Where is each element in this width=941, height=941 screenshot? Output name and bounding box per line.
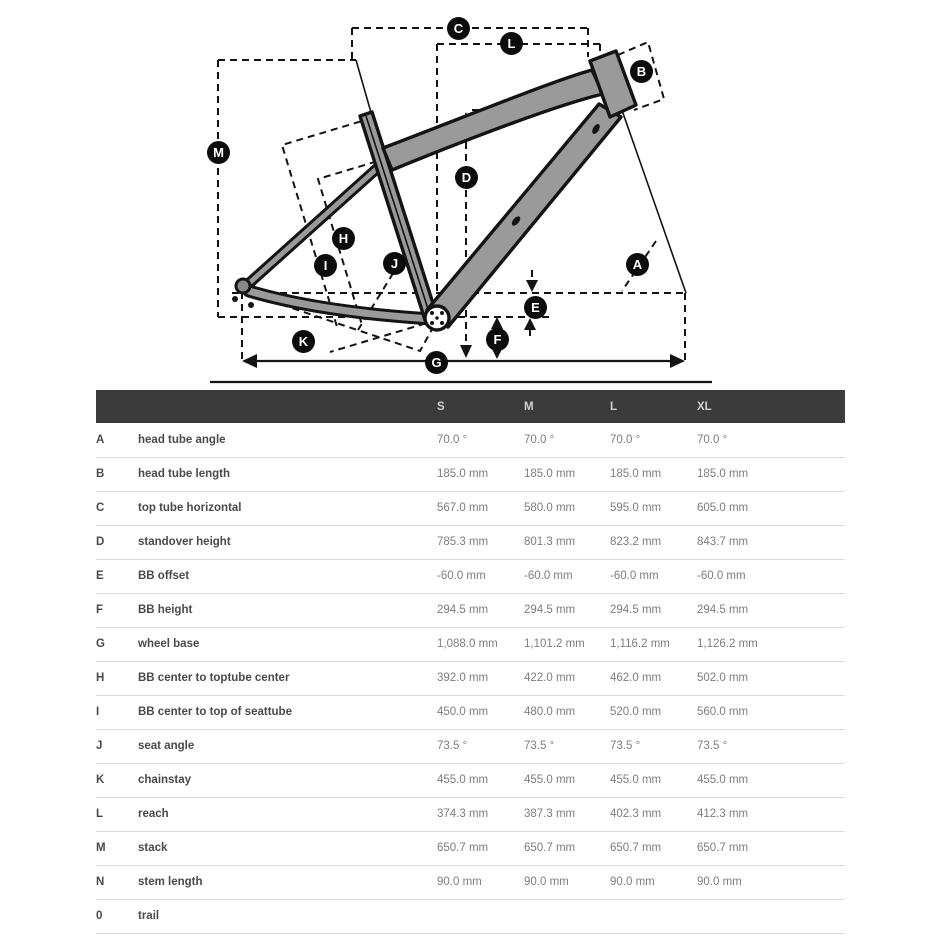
measure-line-bb-perp-tick xyxy=(330,320,437,352)
row-value: 502.0 mm xyxy=(697,661,845,695)
header-name-col xyxy=(138,390,437,423)
row-letter: H xyxy=(96,661,138,695)
row-value: 823.2 mm xyxy=(610,525,697,559)
row-value: 294.5 mm xyxy=(610,593,697,627)
diagram-label-L: L xyxy=(500,32,523,55)
table-row xyxy=(96,729,845,763)
row-letter: G xyxy=(96,627,138,661)
row-value: 374.3 mm xyxy=(437,797,524,831)
geometry-table xyxy=(96,390,845,934)
table-row xyxy=(96,457,845,491)
row-letter: A xyxy=(96,423,138,457)
header-letter-col xyxy=(96,390,138,423)
row-value: 392.0 mm xyxy=(437,661,524,695)
row-value: 70.0 ° xyxy=(697,423,845,457)
row-value: 567.0 mm xyxy=(437,491,524,525)
diagram-label-M: M xyxy=(207,141,230,164)
row-name: seat angle xyxy=(138,729,437,763)
row-value: 185.0 mm xyxy=(437,457,524,491)
diagram-label-A: A xyxy=(626,253,649,276)
measure-line-top-tube-horizontal-C xyxy=(352,28,588,60)
row-value: 595.0 mm xyxy=(610,491,697,525)
row-value: 70.0 ° xyxy=(524,423,610,457)
row-letter: D xyxy=(96,525,138,559)
row-value: 455.0 mm xyxy=(697,763,845,797)
row-value: 455.0 mm xyxy=(610,763,697,797)
row-value xyxy=(697,899,845,933)
row-letter: K xyxy=(96,763,138,797)
row-value: 1,088.0 mm xyxy=(437,627,524,661)
row-value: 294.5 mm xyxy=(697,593,845,627)
table-row xyxy=(96,525,845,559)
table-row xyxy=(96,559,845,593)
row-value: 843.7 mm xyxy=(697,525,845,559)
row-value: 294.5 mm xyxy=(437,593,524,627)
row-name: top tube horizontal xyxy=(138,491,437,525)
row-name: BB center to top of seattube xyxy=(138,695,437,729)
row-value: 785.3 mm xyxy=(437,525,524,559)
row-value: 455.0 mm xyxy=(437,763,524,797)
diagram-label-K: K xyxy=(292,330,315,353)
row-value: 73.5 ° xyxy=(524,729,610,763)
row-value: 90.0 mm xyxy=(697,865,845,899)
table-row xyxy=(96,865,845,899)
row-letter: B xyxy=(96,457,138,491)
row-letter: F xyxy=(96,593,138,627)
row-value: -60.0 mm xyxy=(524,559,610,593)
table-row xyxy=(96,695,845,729)
row-value: 650.7 mm xyxy=(697,831,845,865)
row-name: head tube angle xyxy=(138,423,437,457)
row-letter: N xyxy=(96,865,138,899)
row-value: 402.3 mm xyxy=(610,797,697,831)
row-value: 70.0 ° xyxy=(437,423,524,457)
header-size-m: M xyxy=(524,390,610,423)
table-row xyxy=(96,899,845,933)
row-value: 73.5 ° xyxy=(610,729,697,763)
row-name: trail xyxy=(138,899,437,933)
row-value: 520.0 mm xyxy=(610,695,697,729)
row-value: 480.0 mm xyxy=(524,695,610,729)
row-value: 422.0 mm xyxy=(524,661,610,695)
frame-drawing xyxy=(0,0,941,390)
row-value: -60.0 mm xyxy=(697,559,845,593)
row-letter: J xyxy=(96,729,138,763)
row-name: head tube length xyxy=(138,457,437,491)
row-name: stack xyxy=(138,831,437,865)
diagram-label-B: B xyxy=(630,60,653,83)
row-name: BB offset xyxy=(138,559,437,593)
row-value: 73.5 ° xyxy=(437,729,524,763)
table-row xyxy=(96,661,845,695)
row-value: 294.5 mm xyxy=(524,593,610,627)
row-value: 801.3 mm xyxy=(524,525,610,559)
row-value: 580.0 mm xyxy=(524,491,610,525)
row-value xyxy=(437,899,524,933)
header-size-s: S xyxy=(437,390,524,423)
arrowheads xyxy=(242,112,685,368)
row-letter: L xyxy=(96,797,138,831)
row-value: 412.3 mm xyxy=(697,797,845,831)
row-letter: M xyxy=(96,831,138,865)
table-row xyxy=(96,831,845,865)
row-name: stem length xyxy=(138,865,437,899)
diagram-label-C: C xyxy=(447,17,470,40)
diagram-label-H: H xyxy=(332,227,355,250)
row-value: 90.0 mm xyxy=(524,865,610,899)
bike-geometry-diagram xyxy=(0,0,941,390)
row-name: wheel base xyxy=(138,627,437,661)
row-value: 185.0 mm xyxy=(524,457,610,491)
row-value xyxy=(524,899,610,933)
row-value: 650.7 mm xyxy=(437,831,524,865)
table-row xyxy=(96,593,845,627)
row-letter: C xyxy=(96,491,138,525)
row-value: 70.0 ° xyxy=(610,423,697,457)
table-header-row xyxy=(96,390,845,423)
row-name: BB height xyxy=(138,593,437,627)
row-value: 387.3 mm xyxy=(524,797,610,831)
table-row xyxy=(96,491,845,525)
row-value: 90.0 mm xyxy=(437,865,524,899)
row-name: chainstay xyxy=(138,763,437,797)
row-value: 73.5 ° xyxy=(697,729,845,763)
row-letter: 0 xyxy=(96,899,138,933)
diagram-label-D: D xyxy=(455,166,478,189)
row-value: 1,101.2 mm xyxy=(524,627,610,661)
row-value: 90.0 mm xyxy=(610,865,697,899)
diagram-label-E: E xyxy=(524,296,547,319)
header-size-xl: XL xyxy=(697,390,845,423)
row-value: -60.0 mm xyxy=(610,559,697,593)
row-value: 1,116.2 mm xyxy=(610,627,697,661)
row-value: -60.0 mm xyxy=(437,559,524,593)
row-value: 462.0 mm xyxy=(610,661,697,695)
row-name: BB center to toptube center xyxy=(138,661,437,695)
row-value xyxy=(610,899,697,933)
table-row xyxy=(96,423,845,457)
row-name: reach xyxy=(138,797,437,831)
row-value: 1,126.2 mm xyxy=(697,627,845,661)
row-value: 650.7 mm xyxy=(524,831,610,865)
table-row xyxy=(96,763,845,797)
header-size-l: L xyxy=(610,390,697,423)
diagram-label-G: G xyxy=(425,351,448,374)
row-value: 650.7 mm xyxy=(610,831,697,865)
bike-frame xyxy=(232,51,636,330)
row-value: 455.0 mm xyxy=(524,763,610,797)
table-row xyxy=(96,627,845,661)
row-name: standover height xyxy=(138,525,437,559)
row-letter: I xyxy=(96,695,138,729)
row-letter: E xyxy=(96,559,138,593)
diagram-label-J: J xyxy=(383,252,406,275)
row-value: 605.0 mm xyxy=(697,491,845,525)
diagram-label-F: F xyxy=(486,328,509,351)
row-value: 450.0 mm xyxy=(437,695,524,729)
row-value: 185.0 mm xyxy=(610,457,697,491)
seat-axis-extension-line xyxy=(356,60,372,116)
row-value: 185.0 mm xyxy=(697,457,845,491)
diagram-label-I: I xyxy=(314,254,337,277)
row-value: 560.0 mm xyxy=(697,695,845,729)
measure-line-standover-D xyxy=(466,110,486,352)
table-row xyxy=(96,797,845,831)
